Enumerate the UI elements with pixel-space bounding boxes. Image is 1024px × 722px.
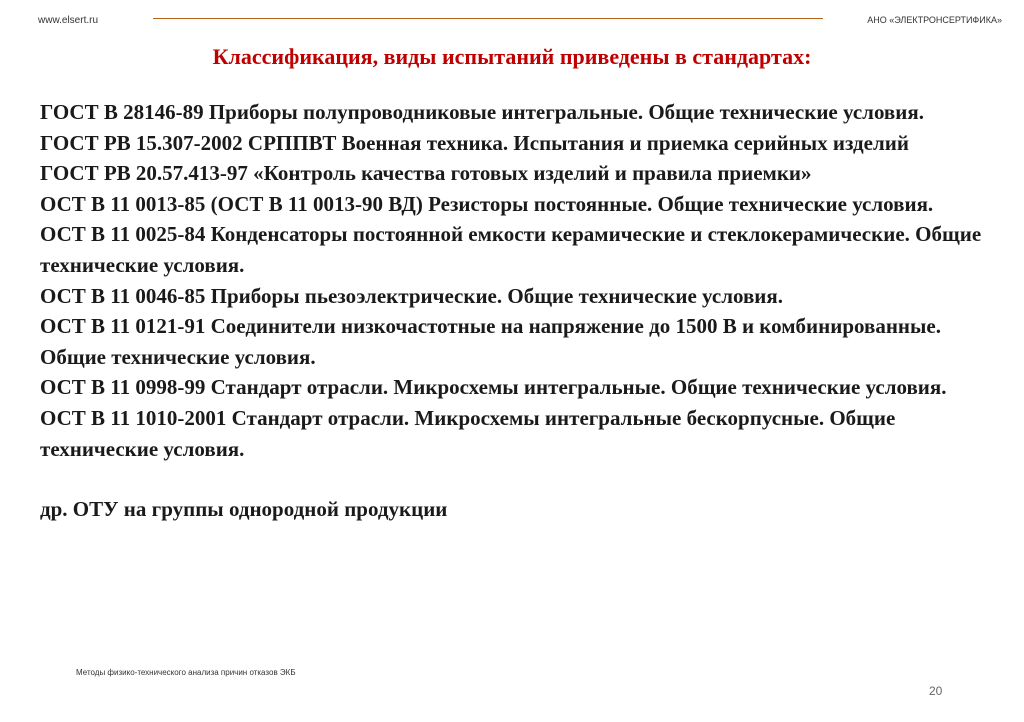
other-specs: др. ОТУ на группы однородной продукции bbox=[40, 497, 448, 522]
standard-item: ОСТ В 11 0998-99 Стандарт отрасли. Микросхемы интегральные. Общие технические условия. bbox=[40, 375, 947, 400]
site-url: www.elsert.ru bbox=[38, 15, 99, 26]
organization-name: АНО «ЭЛЕКТРОНСЕРТИФИКА» bbox=[867, 15, 1002, 25]
slide-title: Классификация, виды испытаний приведены в стандартах: bbox=[212, 44, 812, 69]
standard-item: ОСТ В 11 0025-84 Конденсаторы постоянной емкости керамические и стеклокерамические. Общие технические условия. bbox=[40, 222, 982, 277]
header-divider bbox=[153, 18, 823, 19]
spacer bbox=[40, 464, 990, 494]
footer-caption: Методы физико-технического анализа причин отказов ЭКБ bbox=[76, 668, 296, 677]
standards-list bbox=[40, 97, 990, 525]
standard-item: ОСТ В 11 0013-85 (ОСТ В 11 0013-90 ВД) Резисторы постоянные. Общие технические условия. bbox=[40, 191, 934, 216]
standard-item: ОСТ В 11 0121-91 Соединители низкочастотные на напряжение до 1500 В и комбинированные. Общие технические условия. bbox=[40, 314, 942, 369]
standard-item: ОСТ В 11 1010-2001 Стандарт отрасли. Микросхемы интегральные бескорпусные. Общие технические условия. bbox=[40, 405, 896, 461]
standard-item: ГОСТ РВ 20.57.413-97 «Контроль качества готовых изделий и правила приемки» bbox=[40, 161, 812, 186]
page-number: 20 bbox=[929, 684, 943, 698]
standard-item: ГОСТ В 28146-89 Приборы полупроводниковые интегральные. Общие технические условия. bbox=[40, 100, 924, 124]
standard-item: ГОСТ РВ 15.307-2002 СРППВТ Военная техника. Испытания и приемка серийных изделий bbox=[40, 130, 909, 155]
standard-item: ОСТ В 11 0046-85 Приборы пьезоэлектрические. Общие технические условия. bbox=[40, 283, 784, 308]
